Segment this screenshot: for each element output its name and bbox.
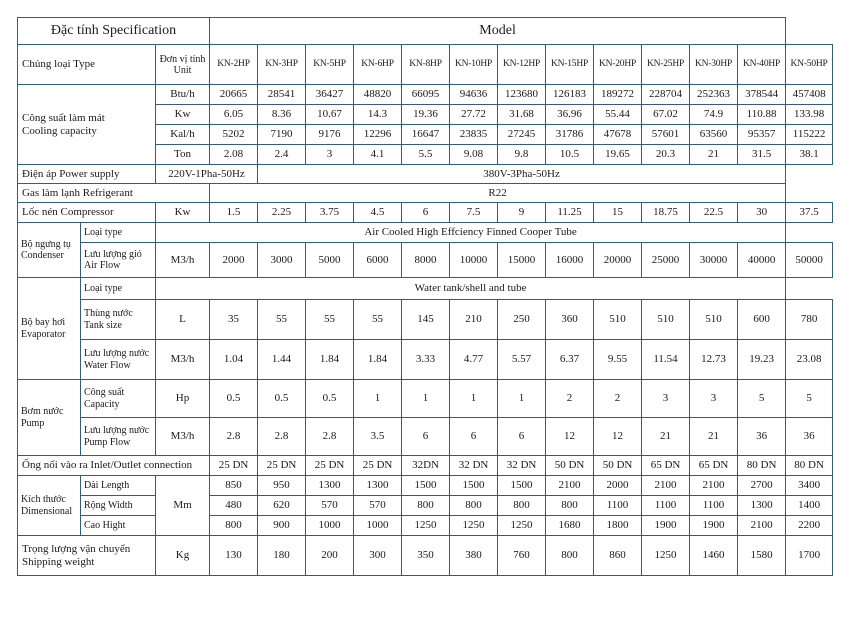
value-cell: 12	[594, 418, 642, 456]
value-cell: 800	[450, 496, 498, 516]
value-cell: 1	[450, 380, 498, 418]
value-cell: 25 DN	[258, 456, 306, 476]
value-cell: 8.36	[258, 105, 306, 125]
type-label: Chủng loại Type	[18, 45, 156, 85]
value-cell: 510	[594, 300, 642, 340]
value-cell: 55	[258, 300, 306, 340]
model-cell: KN-10HP	[450, 45, 498, 85]
cooling-label	[18, 85, 156, 165]
value-cell: 38.1	[786, 145, 833, 165]
condenser-type-row	[18, 223, 833, 243]
value-cell: 8000	[402, 243, 450, 278]
value-cell: 20000	[594, 243, 642, 278]
value-cell: 200	[306, 536, 354, 576]
value-cell: 457408	[786, 85, 833, 105]
value-cell: 1250	[402, 516, 450, 536]
value-cell: 115222	[786, 125, 833, 145]
value-cell: 350	[402, 536, 450, 576]
cooling-label-line1: Công suất làm mát	[22, 111, 105, 124]
value-cell: 25 DN	[306, 456, 354, 476]
value-cell: 16000	[546, 243, 594, 278]
value-cell: 32DN	[402, 456, 450, 476]
evaporator-flow-row	[18, 340, 833, 380]
water-flow-label-line1: Lưu lượng nước	[84, 348, 150, 359]
pump-flow-row	[18, 418, 833, 456]
evaporator-type-row	[18, 278, 833, 300]
condenser-airflow-row	[18, 243, 833, 278]
value-cell: 145	[402, 300, 450, 340]
value-cell: 27.72	[450, 105, 498, 125]
value-cell: 1.04	[210, 340, 258, 380]
value-cell: 300	[354, 536, 402, 576]
dimension-height-row	[18, 516, 833, 536]
value-cell: 6000	[354, 243, 402, 278]
model-cell: KN-3HP	[258, 45, 306, 85]
value-cell: 1.84	[306, 340, 354, 380]
refrigerant-row	[18, 184, 833, 203]
power-row	[18, 165, 833, 184]
pump-capacity-row	[18, 380, 833, 418]
value-cell: 480	[210, 496, 258, 516]
unit-cell: Kal/h	[156, 125, 210, 145]
value-cell: 15000	[498, 243, 546, 278]
unit-cell: Ton	[156, 145, 210, 165]
value-cell: 35	[210, 300, 258, 340]
airflow-label-line2: Air Flow	[84, 260, 121, 271]
value-cell: 2.08	[210, 145, 258, 165]
value-cell: 19.23	[738, 340, 786, 380]
value-cell: 0.5	[258, 380, 306, 418]
pump-flow-line2: Pump Flow	[84, 436, 131, 448]
value-cell: 1300	[738, 496, 786, 516]
value-cell: 10000	[450, 243, 498, 278]
cooling-row-btu	[18, 85, 833, 105]
value-cell: 210	[450, 300, 498, 340]
value-cell: 6	[402, 203, 450, 223]
value-cell: 55.44	[594, 105, 642, 125]
compressor-label: Lốc nén Compressor	[18, 203, 156, 223]
value-cell: 3	[306, 145, 354, 165]
value-cell: 2100	[690, 476, 738, 496]
model-cell: KN-2HP	[210, 45, 258, 85]
title-row	[18, 18, 833, 45]
value-cell: 12.73	[690, 340, 738, 380]
dimensional-label-line2: Dimensional	[21, 505, 73, 517]
value-cell: 620	[258, 496, 306, 516]
value-cell: 50000	[786, 243, 833, 278]
value-cell: 66095	[402, 85, 450, 105]
value-cell: 4.5	[354, 203, 402, 223]
value-cell: 22.5	[690, 203, 738, 223]
value-cell: 2	[594, 380, 642, 418]
evaporator-type-label: Loại type	[81, 278, 156, 300]
value-cell: 30000	[690, 243, 738, 278]
value-cell: 50 DN	[546, 456, 594, 476]
value-cell: 21	[642, 418, 690, 456]
value-cell: 900	[258, 516, 306, 536]
value-cell: 1680	[546, 516, 594, 536]
value-cell: 1400	[786, 496, 833, 516]
value-cell: 5.57	[498, 340, 546, 380]
compressor-row	[18, 203, 833, 223]
value-cell: 15	[594, 203, 642, 223]
value-cell: 65 DN	[642, 456, 690, 476]
pump-cap-line2: Capacity	[84, 398, 120, 410]
value-cell: 80 DN	[738, 456, 786, 476]
weight-row	[18, 536, 833, 576]
refrigerant-label: Gas làm lạnh Refrigerant	[18, 184, 210, 203]
value-cell: 31786	[546, 125, 594, 145]
value-cell: 5	[786, 380, 833, 418]
value-cell: 20665	[210, 85, 258, 105]
value-cell: 5202	[210, 125, 258, 145]
value-cell: 760	[498, 536, 546, 576]
value-cell: 2200	[786, 516, 833, 536]
pump-label	[18, 380, 81, 456]
value-cell: 21	[690, 145, 738, 165]
value-cell: 23.08	[786, 340, 833, 380]
value-cell: 189272	[594, 85, 642, 105]
value-cell: 50 DN	[594, 456, 642, 476]
value-cell: 9	[498, 203, 546, 223]
spec-title: Đặc tính Specification	[18, 18, 210, 45]
value-cell: 123680	[498, 85, 546, 105]
value-cell: 1	[354, 380, 402, 418]
value-cell: 11.54	[642, 340, 690, 380]
dimensional-label-line1: Kích thước	[21, 494, 66, 505]
model-cell: KN-20HP	[594, 45, 642, 85]
value-cell: 48820	[354, 85, 402, 105]
value-cell: 9176	[306, 125, 354, 145]
value-cell: 1580	[738, 536, 786, 576]
airflow-label	[81, 243, 156, 278]
value-cell: 31.5	[738, 145, 786, 165]
value-cell: 380	[450, 536, 498, 576]
value-cell: 7190	[258, 125, 306, 145]
value-cell: 2.4	[258, 145, 306, 165]
power-single-phase: 220V-1Pha-50Hz	[156, 165, 258, 184]
airflow-label-line1: Lưu lượng gió	[84, 248, 142, 260]
water-flow-label-line2: Water Flow	[84, 359, 131, 371]
value-cell: 94636	[450, 85, 498, 105]
unit-cell: M3/h	[156, 418, 210, 456]
condenser-type-value: Air Cooled High Effciency Finned Cooper Tube	[156, 223, 786, 243]
pump-label-line1: Bơm nước	[21, 406, 64, 417]
value-cell: 1000	[306, 516, 354, 536]
unit-cell: Kw	[156, 105, 210, 125]
value-cell: 5	[738, 380, 786, 418]
value-cell: 31.68	[498, 105, 546, 125]
water-flow-label	[81, 340, 156, 380]
value-cell: 67.02	[642, 105, 690, 125]
value-cell: 10.5	[546, 145, 594, 165]
unit-cell: Btu/h	[156, 85, 210, 105]
weight-label	[18, 536, 156, 576]
value-cell: 18.75	[642, 203, 690, 223]
cooling-label-line2: Cooling capacity	[22, 124, 97, 137]
value-cell: 4.1	[354, 145, 402, 165]
evaporator-label-line1: Bộ bay hơi	[21, 317, 66, 328]
value-cell: 1	[402, 380, 450, 418]
value-cell: 36	[786, 418, 833, 456]
value-cell: 3400	[786, 476, 833, 496]
model-cell: KN-25HP	[642, 45, 690, 85]
value-cell: 252363	[690, 85, 738, 105]
value-cell: 37.5	[786, 203, 833, 223]
power-three-phase: 380V-3Pha-50Hz	[258, 165, 786, 184]
value-cell: 25 DN	[210, 456, 258, 476]
value-cell: 6.05	[210, 105, 258, 125]
value-cell: 1500	[402, 476, 450, 496]
model-cell: KN-30HP	[690, 45, 738, 85]
value-cell: 570	[354, 496, 402, 516]
tank-size-label	[81, 300, 156, 340]
value-cell: 2100	[546, 476, 594, 496]
value-cell: 3	[642, 380, 690, 418]
value-cell: 250	[498, 300, 546, 340]
value-cell: 1700	[786, 536, 833, 576]
value-cell: 130	[210, 536, 258, 576]
value-cell: 780	[786, 300, 833, 340]
value-cell: 23835	[450, 125, 498, 145]
pump-flow-label	[81, 418, 156, 456]
unit-cell: Kw	[156, 203, 210, 223]
value-cell: 2.8	[258, 418, 306, 456]
model-cell: KN-6HP	[354, 45, 402, 85]
model-cell: KN-40HP	[738, 45, 786, 85]
value-cell: 36.96	[546, 105, 594, 125]
value-cell: 1250	[642, 536, 690, 576]
value-cell: 800	[402, 496, 450, 516]
value-cell: 1000	[354, 516, 402, 536]
model-cell: KN-50HP	[786, 45, 833, 85]
value-cell: 55	[306, 300, 354, 340]
model-cell: KN-8HP	[402, 45, 450, 85]
value-cell: 510	[642, 300, 690, 340]
value-cell: 5000	[306, 243, 354, 278]
value-cell: 6	[498, 418, 546, 456]
model-cell: KN-5HP	[306, 45, 354, 85]
value-cell: 2.8	[210, 418, 258, 456]
evaporator-label	[18, 278, 81, 380]
value-cell: 950	[258, 476, 306, 496]
value-cell: 570	[306, 496, 354, 516]
value-cell: 63560	[690, 125, 738, 145]
tank-label-line2: Tank size	[84, 319, 122, 331]
dimension-unit: Mm	[156, 476, 210, 536]
value-cell: 860	[594, 536, 642, 576]
value-cell: 9.55	[594, 340, 642, 380]
dimension-width-row	[18, 496, 833, 516]
value-cell: 2000	[210, 243, 258, 278]
value-cell: 1	[498, 380, 546, 418]
value-cell: 3000	[258, 243, 306, 278]
condenser-label-line2: Condenser	[21, 250, 64, 261]
value-cell: 800	[546, 496, 594, 516]
value-cell: 360	[546, 300, 594, 340]
dimension-length-row	[18, 476, 833, 496]
connection-label: Ống nối vào ra Inlet/Outlet connection	[18, 456, 210, 476]
value-cell: 1.5	[210, 203, 258, 223]
unit-cell: Kg	[156, 536, 210, 576]
length-label: Dài Length	[81, 476, 156, 496]
value-cell: 36427	[306, 85, 354, 105]
value-cell: 47678	[594, 125, 642, 145]
value-cell: 180	[258, 536, 306, 576]
model-cell: KN-12HP	[498, 45, 546, 85]
unit-header-line1: Đơn vị tính	[159, 53, 206, 65]
value-cell: 1250	[450, 516, 498, 536]
value-cell: 1300	[354, 476, 402, 496]
value-cell: 30	[738, 203, 786, 223]
pump-flow-line1: Lưu lượng nước	[84, 425, 150, 436]
value-cell: 110.88	[738, 105, 786, 125]
unit-header-line2: Unit	[173, 64, 192, 76]
value-cell: 25 DN	[354, 456, 402, 476]
value-cell: 1500	[450, 476, 498, 496]
value-cell: 9.8	[498, 145, 546, 165]
value-cell: 0.5	[210, 380, 258, 418]
value-cell: 2000	[594, 476, 642, 496]
value-cell: 800	[498, 496, 546, 516]
pump-label-line2: Pump	[21, 417, 45, 429]
unit-cell: M3/h	[156, 243, 210, 278]
width-label: Rộng Width	[81, 496, 156, 516]
height-label: Cao Hight	[81, 516, 156, 536]
value-cell: 28541	[258, 85, 306, 105]
tank-label-line1: Thùng nước	[84, 308, 133, 319]
value-cell: 40000	[738, 243, 786, 278]
evaporator-tank-row	[18, 300, 833, 340]
value-cell: 2700	[738, 476, 786, 496]
value-cell: 1800	[594, 516, 642, 536]
value-cell: 3	[690, 380, 738, 418]
unit-cell: M3/h	[156, 340, 210, 380]
value-cell: 2.8	[306, 418, 354, 456]
value-cell: 2100	[642, 476, 690, 496]
value-cell: 1500	[498, 476, 546, 496]
value-cell: 10.67	[306, 105, 354, 125]
dimensional-label	[18, 476, 81, 536]
value-cell: 9.08	[450, 145, 498, 165]
value-cell: 3.5	[354, 418, 402, 456]
weight-label-line1: Trọng lượng vận chuyển	[22, 542, 131, 555]
model-cell: KN-15HP	[546, 45, 594, 85]
value-cell: 800	[546, 536, 594, 576]
condenser-label-line1: Bộ ngưng tụ	[21, 238, 71, 250]
value-cell: 3.75	[306, 203, 354, 223]
value-cell: 7.5	[450, 203, 498, 223]
value-cell: 21	[690, 418, 738, 456]
model-title: Model	[210, 18, 786, 45]
value-cell: 27245	[498, 125, 546, 145]
value-cell: 2	[546, 380, 594, 418]
value-cell: 57601	[642, 125, 690, 145]
pump-capacity-label	[81, 380, 156, 418]
condenser-type-label: Loại type	[81, 223, 156, 243]
value-cell: 6	[402, 418, 450, 456]
value-cell: 2.25	[258, 203, 306, 223]
value-cell: 4.77	[450, 340, 498, 380]
value-cell: 6.37	[546, 340, 594, 380]
value-cell: 1100	[642, 496, 690, 516]
unit-cell: Hp	[156, 380, 210, 418]
value-cell: 80 DN	[786, 456, 833, 476]
value-cell: 1900	[690, 516, 738, 536]
value-cell: 1460	[690, 536, 738, 576]
value-cell: 55	[354, 300, 402, 340]
value-cell: 95357	[738, 125, 786, 145]
value-cell: 510	[690, 300, 738, 340]
value-cell: 2100	[738, 516, 786, 536]
value-cell: 14.3	[354, 105, 402, 125]
value-cell: 20.3	[642, 145, 690, 165]
spec-table	[17, 17, 833, 576]
value-cell: 65 DN	[690, 456, 738, 476]
value-cell: 16647	[402, 125, 450, 145]
value-cell: 6	[450, 418, 498, 456]
value-cell: 0.5	[306, 380, 354, 418]
condenser-label	[18, 223, 81, 278]
power-label: Điện áp Power supply	[18, 165, 156, 184]
value-cell: 12296	[354, 125, 402, 145]
pump-cap-line1: Công suất	[84, 387, 125, 398]
value-cell: 1.84	[354, 340, 402, 380]
value-cell: 3.33	[402, 340, 450, 380]
value-cell: 25000	[642, 243, 690, 278]
unit-header	[156, 45, 210, 85]
value-cell: 36	[738, 418, 786, 456]
value-cell: 19.65	[594, 145, 642, 165]
value-cell: 378544	[738, 85, 786, 105]
connection-row	[18, 456, 833, 476]
value-cell: 600	[738, 300, 786, 340]
value-cell: 1250	[498, 516, 546, 536]
value-cell: 133.98	[786, 105, 833, 125]
value-cell: 1900	[642, 516, 690, 536]
value-cell: 850	[210, 476, 258, 496]
value-cell: 19.36	[402, 105, 450, 125]
evaporator-label-line2: Evaporator	[21, 328, 66, 340]
value-cell: 1100	[594, 496, 642, 516]
value-cell: 12	[546, 418, 594, 456]
unit-cell: L	[156, 300, 210, 340]
value-cell: 5.5	[402, 145, 450, 165]
value-cell: 800	[210, 516, 258, 536]
value-cell: 1100	[690, 496, 738, 516]
value-cell: 1.44	[258, 340, 306, 380]
value-cell: 74.9	[690, 105, 738, 125]
value-cell: 32 DN	[498, 456, 546, 476]
refrigerant-value: R22	[210, 184, 786, 203]
value-cell: 1300	[306, 476, 354, 496]
value-cell: 11.25	[546, 203, 594, 223]
value-cell: 32 DN	[450, 456, 498, 476]
value-cell: 126183	[546, 85, 594, 105]
model-header-row	[18, 45, 833, 85]
weight-label-line2: Shipping weight	[22, 555, 95, 568]
value-cell: 228704	[642, 85, 690, 105]
evaporator-type-value: Water tank/shell and tube	[156, 278, 786, 300]
